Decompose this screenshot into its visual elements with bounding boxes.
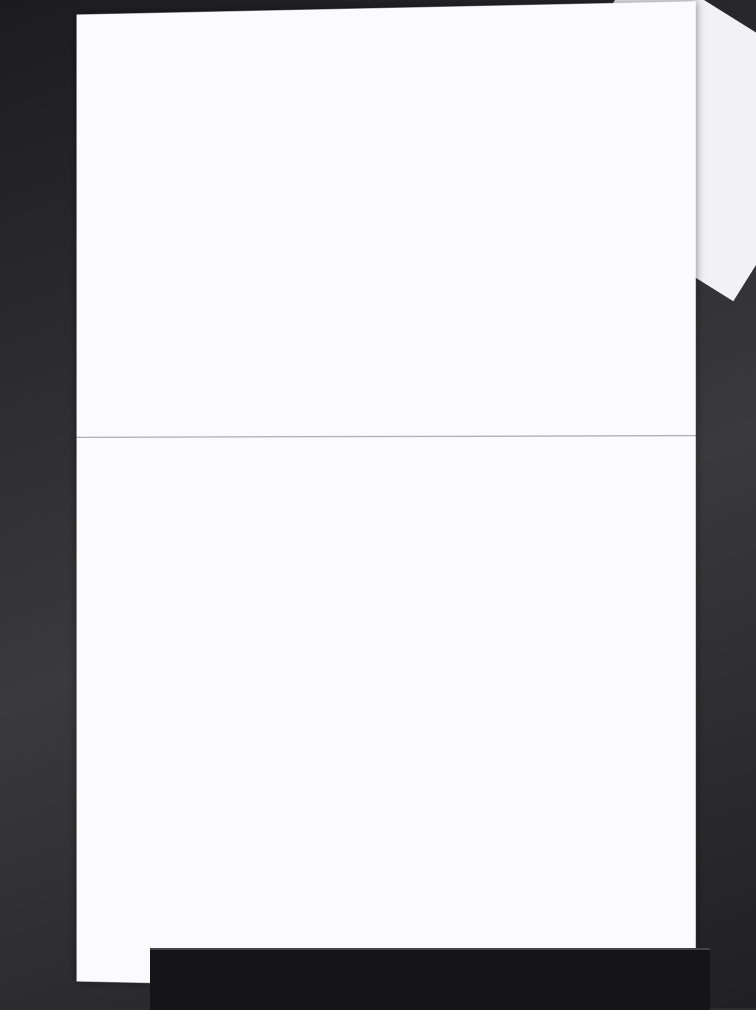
tires-section (77, 413, 696, 438)
checklist-page (77, 1, 696, 994)
inspection-table (104, 85, 684, 95)
folder-edge (150, 948, 710, 1010)
tires-title (77, 436, 529, 437)
tires-header (77, 413, 696, 438)
